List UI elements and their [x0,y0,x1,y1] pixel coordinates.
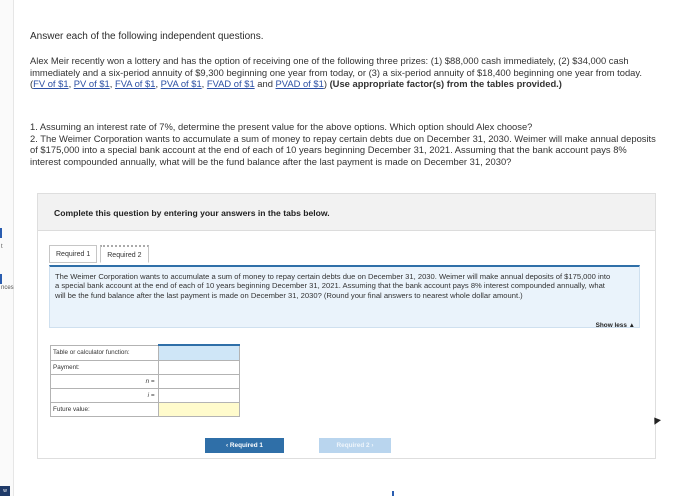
strip-marker-bar [0,274,2,284]
n-field[interactable] [161,375,238,387]
previous-required-1-button[interactable]: ‹ Required 1 [205,438,284,453]
table-function-input[interactable] [158,345,240,360]
i-input-cell[interactable] [158,388,240,402]
panel-title: Complete this question by entering your answers in the tabs below. [54,208,330,218]
fva-of-1-link[interactable]: FVA of $1 [114,78,156,90]
pv-of-1-link[interactable]: PV of $1 [73,78,110,90]
question-list [30,121,658,167]
n-input-cell[interactable] [158,374,240,388]
question-1: 1. Assuming an interest rate of 7%, determine the present value for the above options. Which option should Alex choose? [30,121,533,132]
problem-statement: Alex Meir recently won a lottery and has the option of receiving one of the following three prizes: (1) $88,000 cash immediately, (2) $34,000 cash immediately and a six-period annuity of $9,300 beginning one year from today, or (3) a six-period annuity of $18,400 beginning one year from today. (FV of $1, PV of $1, FVA of $1, PVA of $1, FVAD of $1 and PVAD of $1) (Use appropriate factor(s) from the tables provided.) [30,55,642,90]
n-label: n = [51,374,159,388]
payment-input-cell[interactable] [158,360,240,374]
strip-label-2: nces [1,285,14,291]
question-2: 2. The Weimer Corporation wants to accumulate a sum of money to repay certain debts due on December 31, 2030. Weimer will make annual deposits of $175,000 into a special bank account at the end of each of 10 years beginning December 31, 2021. Assuming that the bank account pays 8% interest compounded annually, what will be the fund balance after the last payment is made on December 31, 2030? [30,132,656,167]
table-row [51,402,240,416]
future-value-label: Future value: [51,402,159,416]
requirement-text: The Weimer Corporation wants to accumulate a sum of money to repay certain debts due on December 31, 2030. Weimer will make annual deposits of $175,000 into a special bank account at the end of each of 10 years beginning December 31, 2021. Assuming that the bank account pays 8% interest compounded annually, what will be the fund balance after the last payment is made on December 31, 2030? (Round your final answers to nearest whole dollar amount.) [55,272,611,300]
panel-content [38,230,655,458]
problem-text-close: ) [323,78,330,90]
function-field[interactable] [161,347,238,359]
left-navigation-strip [0,0,14,496]
and-text: and [257,78,273,90]
next-required-2-button[interactable]: Required 2 › [319,438,391,453]
i-field[interactable] [161,389,238,401]
payment-label: Payment: [51,360,159,374]
answer-panel [37,193,656,459]
requirement-tabs [49,245,149,265]
table-row [51,374,240,388]
calculation-table [50,344,240,417]
future-value-field[interactable] [161,403,238,415]
pvad-of-1-link[interactable]: PVAD of $1 [275,78,324,90]
instructions-heading: Answer each of the following independent questions. [30,31,264,42]
payment-field[interactable] [161,361,238,373]
show-less-toggle[interactable]: Show less ▲ [595,322,635,329]
fv-of-1-link[interactable]: FV of $1 [33,78,69,90]
table-row [51,360,240,374]
strip-label-1: t [1,244,3,250]
i-label: i = [51,388,159,402]
table-row [51,345,240,360]
strip-marker-bar [0,228,2,238]
requirement-box [49,265,640,328]
table-function-label: Table or calculator function: [51,345,159,360]
factor-instruction: (Use appropriate factor(s) from the tables provided.) [329,78,562,90]
table-row [51,388,240,402]
problem-text: Alex Meir recently won a lottery and has the option of receiving one of the following three prizes: (1) $88,000 cash immediately, (2) $34,000 cash immediately and a six-period annuity of $9,300 beginning one year from today, or (3) a six-period annuity of $18,400 beginning one year from today. ( [30,55,642,90]
future-value-input-cell[interactable] [158,402,240,416]
tab-required-1[interactable]: Required 1 [49,245,97,263]
scroll-marker [392,491,394,496]
strip-footer-badge[interactable]: w [0,486,10,496]
fvad-of-1-link[interactable]: FVAD of $1 [206,78,255,90]
tab-required-2[interactable]: Required 2 [100,245,148,263]
pva-of-1-link[interactable]: PVA of $1 [160,78,202,90]
